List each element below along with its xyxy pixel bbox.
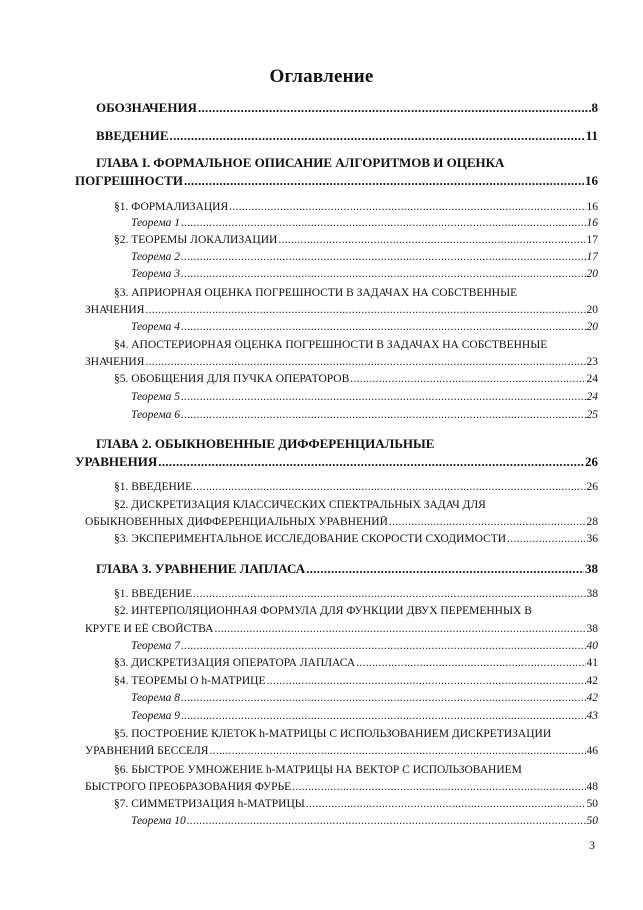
toc-entry-page: 42 [586, 692, 598, 704]
toc-entry-page: 20 [586, 321, 598, 333]
toc-section[interactable] [114, 373, 598, 385]
toc-entry-label: Теорема 3 [131, 268, 180, 280]
toc-section[interactable] [114, 675, 598, 687]
toc-entry-page: 50 [586, 815, 598, 827]
toc-entry-page: 16 [586, 201, 598, 213]
toc-section[interactable] [85, 745, 598, 757]
toc-theorem[interactable] [131, 391, 598, 403]
toc-theorem[interactable] [131, 217, 598, 229]
toc-entry-label: §4. ТЕОРЕМЫ О h-МАТРИЦЕ [114, 675, 266, 687]
toc-chapter-2-title-line1[interactable]: ГЛАВА 2. ОБЫКНОВЕННЫЕ ДИФФЕРЕНЦИАЛЬНЫЕ [96, 436, 435, 451]
toc-entry-label: ЗНАЧЕНИЯ [85, 356, 145, 368]
toc-entry-label: Теорема 10 [131, 815, 186, 827]
toc-section-line1[interactable]: §2. ДИСКРЕТИЗАЦИЯ КЛАССИЧЕСКИХ СПЕКТРАЛЬНЫХ ЗАДАЧ ДЛЯ [114, 499, 486, 511]
toc-entry-page: 8 [591, 100, 598, 115]
toc-section-line1[interactable]: §6. БЫСТРОЕ УМНОЖЕНИЕ h-МАТРИЦЫ НА ВЕКТОР С ИСПОЛЬЗОВАНИЕМ [114, 764, 522, 776]
toc-entry-page: 16 [586, 217, 598, 229]
toc-section-line1[interactable]: §5. ПОСТРОЕНИЕ КЛЕТОК h-МАТРИЦЫ С ИСПОЛЬЗОВАНИЕМ ДИСКРЕТИЗАЦИИ [114, 728, 552, 740]
toc-theorem[interactable] [131, 710, 598, 722]
toc-entry-page: 38 [586, 623, 598, 635]
toc-entry-label: §3. ДИСКРЕТИЗАЦИЯ ОПЕРАТОРА ЛАПЛАСА [114, 657, 356, 669]
toc-entry-label: ЗНАЧЕНИЯ [85, 304, 145, 316]
toc-section-line1[interactable]: §4. АПОСТЕРИОРНАЯ ОЦЕНКА ПОГРЕШНОСТИ В ЗАДАЧАХ НА СОБСТВЕННЫЕ [114, 339, 548, 351]
toc-entry-label: Теорема 9 [131, 710, 180, 722]
toc-section[interactable] [114, 657, 598, 669]
toc-entry-label: §1. ВВЕДЕНИЕ [114, 481, 193, 493]
toc-entry-label: Теорема 5 [131, 391, 180, 403]
toc-theorem[interactable] [131, 321, 598, 333]
toc-entry-label: §5. ОБОБЩЕНИЯ ДЛЯ ПУЧКА ОПЕРАТОРОВ [114, 373, 350, 385]
toc-entry-page: 20 [586, 268, 598, 280]
toc-entry-page: 28 [586, 516, 598, 528]
toc-theorem[interactable] [131, 815, 598, 827]
toc-entry-page: 38 [586, 588, 598, 600]
toc-theorem[interactable] [131, 692, 598, 704]
toc-entry-page: 40 [586, 640, 598, 652]
toc-entry-page: 43 [586, 710, 598, 722]
page-number: 3 [589, 838, 595, 852]
toc-chapter-1[interactable] [75, 173, 598, 189]
toc-entry-label: Теорема 8 [131, 692, 180, 704]
toc-theorem[interactable] [131, 251, 598, 263]
toc-entry-label: §7. СИММЕТРИЗАЦИЯ h-МАТРИЦЫ [114, 798, 305, 810]
toc-entry-label: УРАВНЕНИЙ БЕССЕЛЯ [85, 745, 209, 757]
page-title: Оглавление [269, 66, 374, 87]
toc-chapter-2[interactable] [75, 454, 598, 470]
toc-entry-page: 26 [586, 481, 598, 493]
toc-chapter-3[interactable] [96, 561, 598, 577]
toc-entry-label: §1. ФОРМАЛИЗАЦИЯ [114, 201, 229, 213]
toc-entry-label: ОБОЗНАЧЕНИЯ [96, 100, 197, 115]
toc-section[interactable] [85, 304, 598, 316]
toc-entry-label: УРАВНЕНИЯ [75, 454, 158, 469]
toc-section-line1[interactable]: §2. ИНТЕРПОЛЯЦИОННАЯ ФОРМУЛА ДЛЯ ФУНКЦИИ ДВУХ ПЕРЕМЕННЫХ В [114, 605, 532, 617]
toc-entry-page: 23 [586, 356, 598, 368]
toc-entry-label: КРУГЕ И ЕЁ СВОЙСТВА [85, 623, 214, 635]
toc-section[interactable] [114, 481, 598, 493]
toc-chapter-1-title-line1[interactable]: ГЛАВА I. ФОРМАЛЬНОЕ ОПИСАНИЕ АЛГОРИТМОВ И ОЦЕНКА [96, 155, 505, 170]
toc-section[interactable] [85, 781, 598, 793]
toc-section[interactable] [114, 533, 598, 545]
toc-entry-label: ГЛАВА 3. УРАВНЕНИЕ ЛАПЛАСА [96, 561, 306, 576]
toc-entry-page: 46 [586, 745, 598, 757]
toc-entry-introduction[interactable] [96, 128, 598, 144]
toc-entry-page: 50 [586, 798, 598, 810]
toc-entry-page: 25 [586, 409, 598, 421]
toc-entry-page: 20 [586, 304, 598, 316]
toc-section[interactable] [85, 356, 598, 368]
toc-section[interactable] [85, 623, 598, 635]
toc-entry-label: БЫСТРОГО ПРЕОБРАЗОВАНИЯ ФУРЬЕ [85, 781, 292, 793]
toc-entry-notation[interactable] [96, 100, 598, 116]
toc-entry-page: 42 [586, 675, 598, 687]
toc-entry-page: 41 [586, 657, 598, 669]
toc-section[interactable] [114, 234, 598, 246]
toc-entry-label: ПОГРЕШНОСТИ [75, 173, 183, 188]
toc-theorem[interactable] [131, 268, 598, 280]
toc-entry-page: 24 [586, 391, 598, 403]
toc-entry-label: Теорема 1 [131, 217, 180, 229]
toc-entry-label: §3. ЭКСПЕРИМЕНТАЛЬНОЕ ИССЛЕДОВАНИЕ СКОРОСТИ СХОДИМОСТИ [114, 533, 507, 545]
toc-entry-page: 24 [586, 373, 598, 385]
toc-entry-page: 17 [586, 251, 598, 263]
toc-entry-page: 16 [585, 173, 598, 188]
toc-entry-page: 11 [585, 128, 598, 143]
toc-section[interactable] [114, 201, 598, 213]
toc-entry-label: ВВЕДЕНИЕ [96, 128, 169, 143]
toc-entry-page: 36 [586, 533, 598, 545]
toc-entry-label: Теорема 7 [131, 640, 180, 652]
toc-entry-label: §1. ВВЕДЕНИЕ [114, 588, 193, 600]
toc-section[interactable] [114, 798, 598, 810]
toc-section-line1[interactable]: §3. АПРИОРНАЯ ОЦЕНКА ПОГРЕШНОСТИ В ЗАДАЧАХ НА СОБСТВЕННЫЕ [114, 287, 518, 299]
toc-entry-label: Теорема 2 [131, 251, 180, 263]
toc-section[interactable] [114, 588, 598, 600]
toc-entry-label: ОБЫКНОВЕННЫХ ДИФФЕРЕНЦИАЛЬНЫХ УРАВНЕНИЙ [85, 516, 388, 528]
toc-entry-page: 38 [585, 561, 598, 576]
toc-entry-label: §2. ТЕОРЕМЫ ЛОКАЛИЗАЦИИ [114, 234, 278, 246]
toc-theorem[interactable] [131, 640, 598, 652]
toc-theorem[interactable] [131, 409, 598, 421]
toc-entry-page: 26 [585, 454, 598, 469]
toc-entry-label: Теорема 6 [131, 409, 180, 421]
toc-entry-page: 48 [586, 781, 598, 793]
toc-entry-label: Теорема 4 [131, 321, 180, 333]
toc-entry-page: 17 [586, 234, 598, 246]
toc-section[interactable] [85, 516, 598, 528]
